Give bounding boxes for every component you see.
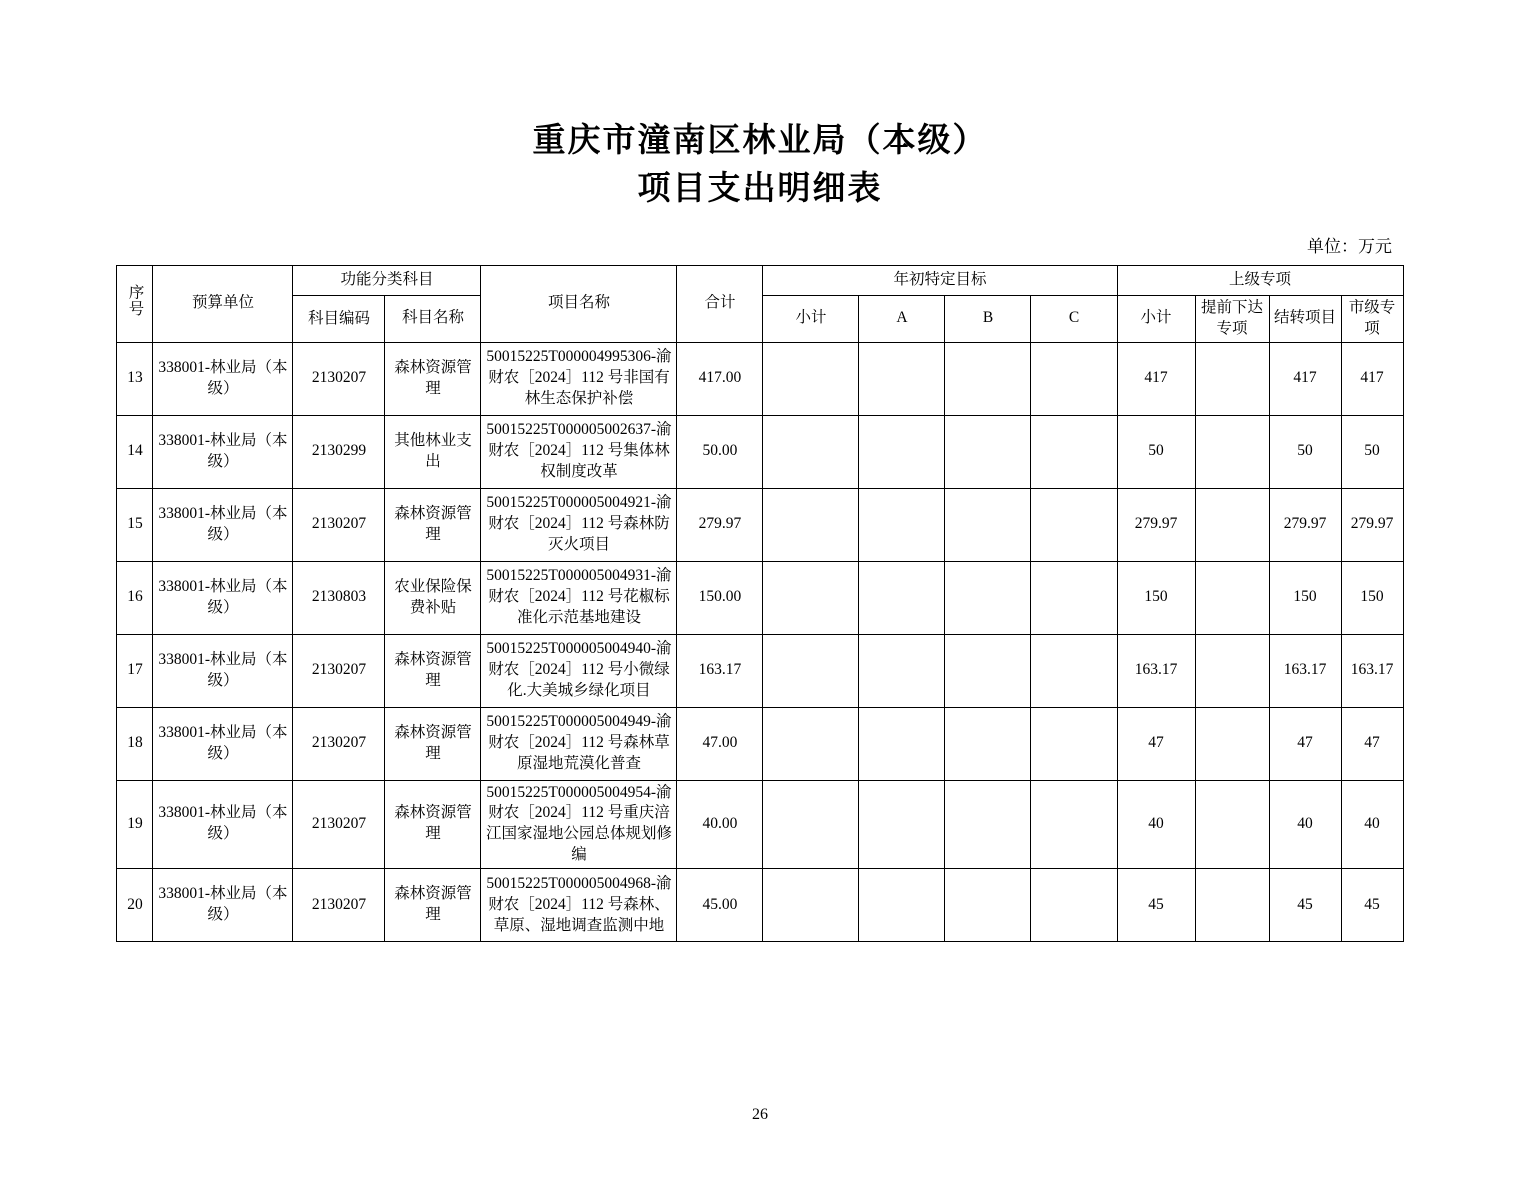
cell-seq: 20: [117, 869, 153, 942]
cell-subject-code: 2130207: [293, 780, 385, 869]
cell-target-a: [859, 415, 945, 488]
cell-city-special: 45: [1341, 869, 1403, 942]
cell-project-name: 50015225T000004995306-渝财农［2024］112 号非国有林生态保护补偿: [481, 342, 677, 415]
cell-target-b: [945, 707, 1031, 780]
page-title-line2: 项目支出明细表: [637, 170, 883, 207]
cell-target-c: [1031, 707, 1117, 780]
header-project-name: 项目名称: [481, 265, 677, 342]
header-year-start-target: 年初特定目标: [763, 265, 1117, 295]
cell-target-c: [1031, 634, 1117, 707]
cell-total: 417.00: [677, 342, 763, 415]
table-row: [117, 707, 1403, 780]
cell-advance-issued: [1195, 561, 1269, 634]
unit-note: 单位：万元: [1307, 236, 1392, 256]
cell-advance-issued: [1195, 415, 1269, 488]
cell-target-c: [1031, 561, 1117, 634]
cell-subtotal-target: [763, 869, 859, 942]
cell-city-special: 50: [1341, 415, 1403, 488]
header-seq-label: 序号: [126, 283, 144, 317]
cell-subject-code: 2130207: [293, 488, 385, 561]
cell-budget-unit: 338001-林业局（本级）: [153, 561, 293, 634]
header-total: 合计: [677, 265, 763, 342]
cell-subject-name: 森林资源管理: [385, 634, 481, 707]
cell-target-c: [1031, 415, 1117, 488]
cell-project-name: 50015225T000005004921-渝财农［2024］112 号森林防灭火项目: [481, 488, 677, 561]
cell-target-b: [945, 415, 1031, 488]
header-target-a: A: [859, 295, 945, 342]
cell-seq: 13: [117, 342, 153, 415]
cell-target-c: [1031, 342, 1117, 415]
cell-subject-name: 农业保险保费补贴: [385, 561, 481, 634]
cell-carryover-project: 279.97: [1269, 488, 1341, 561]
header-target-b: B: [945, 295, 1031, 342]
cell-seq: 16: [117, 561, 153, 634]
cell-subtotal-target: [763, 415, 859, 488]
header-seq: [117, 265, 153, 342]
cell-target-a: [859, 869, 945, 942]
cell-project-name: 50015225T000005002637-渝财农［2024］112 号集体林权制度改革: [481, 415, 677, 488]
cell-total: 45.00: [677, 869, 763, 942]
cell-subject-name: 森林资源管理: [385, 342, 481, 415]
cell-seq: 17: [117, 634, 153, 707]
cell-subject-code: 2130299: [293, 415, 385, 488]
cell-subtotal-special: 279.97: [1117, 488, 1195, 561]
header-city-special: 市级专项: [1341, 295, 1403, 342]
header-subtotal-target: 小计: [763, 295, 859, 342]
cell-target-b: [945, 561, 1031, 634]
cell-project-name: 50015225T000005004949-渝财农［2024］112 号森林草原湿地荒漠化普查: [481, 707, 677, 780]
cell-subtotal-target: [763, 561, 859, 634]
cell-carryover-project: 47: [1269, 707, 1341, 780]
cell-total: 163.17: [677, 634, 763, 707]
cell-target-a: [859, 707, 945, 780]
header-advance-issued: 提前下达专项: [1195, 295, 1269, 342]
cell-carryover-project: 40: [1269, 780, 1341, 869]
header-function-category: 功能分类科目: [293, 265, 481, 295]
table-row: [117, 780, 1403, 869]
cell-advance-issued: [1195, 488, 1269, 561]
page-title-line1: 重庆市潼南区林业局（本级）: [532, 123, 988, 159]
cell-carryover-project: 50: [1269, 415, 1341, 488]
cell-budget-unit: 338001-林业局（本级）: [153, 488, 293, 561]
cell-subtotal-special: 163.17: [1117, 634, 1195, 707]
cell-target-c: [1031, 869, 1117, 942]
cell-subject-name: 森林资源管理: [385, 707, 481, 780]
table-row: [117, 561, 1403, 634]
cell-total: 150.00: [677, 561, 763, 634]
cell-city-special: 279.97: [1341, 488, 1403, 561]
cell-total: 40.00: [677, 780, 763, 869]
table-row: [117, 488, 1403, 561]
cell-target-c: [1031, 488, 1117, 561]
cell-target-b: [945, 342, 1031, 415]
cell-advance-issued: [1195, 342, 1269, 415]
cell-target-b: [945, 488, 1031, 561]
cell-subtotal-target: [763, 342, 859, 415]
header-target-c: C: [1031, 295, 1117, 342]
cell-target-a: [859, 634, 945, 707]
cell-target-b: [945, 634, 1031, 707]
cell-target-a: [859, 342, 945, 415]
cell-subject-name: 森林资源管理: [385, 780, 481, 869]
header-subtotal-special: 小计: [1117, 295, 1195, 342]
header-carryover-project: 结转项目: [1269, 295, 1341, 342]
cell-total: 47.00: [677, 707, 763, 780]
cell-budget-unit: 338001-林业局（本级）: [153, 869, 293, 942]
cell-target-b: [945, 869, 1031, 942]
cell-subject-code: 2130803: [293, 561, 385, 634]
cell-subtotal-special: 150: [1117, 561, 1195, 634]
cell-target-a: [859, 780, 945, 869]
cell-target-a: [859, 561, 945, 634]
cell-subject-code: 2130207: [293, 869, 385, 942]
cell-subtotal-special: 45: [1117, 869, 1195, 942]
header-budget-unit: 预算单位: [153, 265, 293, 342]
header-subject-code: 科目编码: [293, 295, 385, 342]
cell-seq: 14: [117, 415, 153, 488]
cell-target-c: [1031, 780, 1117, 869]
cell-city-special: 417: [1341, 342, 1403, 415]
cell-project-name: 50015225T000005004968-渝财农［2024］112 号森林、草原、湿地调查监测中地: [481, 869, 677, 942]
cell-budget-unit: 338001-林业局（本级）: [153, 342, 293, 415]
cell-carryover-project: 150: [1269, 561, 1341, 634]
cell-subtotal-special: 417: [1117, 342, 1195, 415]
cell-advance-issued: [1195, 869, 1269, 942]
table-row: [117, 342, 1403, 415]
cell-subtotal-target: [763, 707, 859, 780]
cell-subject-code: 2130207: [293, 634, 385, 707]
table-row: [117, 634, 1403, 707]
table-header-row-1: [117, 265, 1403, 295]
cell-city-special: 150: [1341, 561, 1403, 634]
cell-city-special: 40: [1341, 780, 1403, 869]
cell-subtotal-target: [763, 488, 859, 561]
cell-carryover-project: 45: [1269, 869, 1341, 942]
document-title-block: [0, 118, 1520, 214]
table-body: [117, 342, 1403, 942]
project-expenditure-table: [116, 265, 1403, 943]
cell-budget-unit: 338001-林业局（本级）: [153, 634, 293, 707]
cell-city-special: 47: [1341, 707, 1403, 780]
cell-total: 279.97: [677, 488, 763, 561]
cell-project-name: 50015225T000005004931-渝财农［2024］112 号花椒标准化示范基地建设: [481, 561, 677, 634]
cell-seq: 18: [117, 707, 153, 780]
cell-subtotal-special: 47: [1117, 707, 1195, 780]
cell-subject-code: 2130207: [293, 707, 385, 780]
cell-subtotal-special: 40: [1117, 780, 1195, 869]
table-row: [117, 415, 1403, 488]
cell-total: 50.00: [677, 415, 763, 488]
cell-seq: 15: [117, 488, 153, 561]
cell-subject-name: 森林资源管理: [385, 869, 481, 942]
cell-project-name: 50015225T000005004954-渝财农［2024］112 号重庆涪江国家湿地公园总体规划修编: [481, 780, 677, 869]
page-number: 26: [752, 1106, 768, 1123]
cell-carryover-project: 417: [1269, 342, 1341, 415]
cell-subtotal-special: 50: [1117, 415, 1195, 488]
cell-carryover-project: 163.17: [1269, 634, 1341, 707]
cell-advance-issued: [1195, 634, 1269, 707]
cell-seq: 19: [117, 780, 153, 869]
cell-advance-issued: [1195, 780, 1269, 869]
cell-subtotal-target: [763, 634, 859, 707]
cell-subject-name: 森林资源管理: [385, 488, 481, 561]
cell-subject-code: 2130207: [293, 342, 385, 415]
cell-advance-issued: [1195, 707, 1269, 780]
cell-budget-unit: 338001-林业局（本级）: [153, 707, 293, 780]
cell-budget-unit: 338001-林业局（本级）: [153, 780, 293, 869]
cell-target-a: [859, 488, 945, 561]
table-row: [117, 869, 1403, 942]
cell-subject-name: 其他林业支出: [385, 415, 481, 488]
cell-project-name: 50015225T000005004940-渝财农［2024］112 号小微绿化.大美城乡绿化项目: [481, 634, 677, 707]
header-superior-special: 上级专项: [1117, 265, 1403, 295]
document-page: [0, 118, 1520, 1192]
cell-subtotal-target: [763, 780, 859, 869]
cell-city-special: 163.17: [1341, 634, 1403, 707]
cell-budget-unit: 338001-林业局（本级）: [153, 415, 293, 488]
header-subject-name: 科目名称: [385, 295, 481, 342]
cell-target-b: [945, 780, 1031, 869]
